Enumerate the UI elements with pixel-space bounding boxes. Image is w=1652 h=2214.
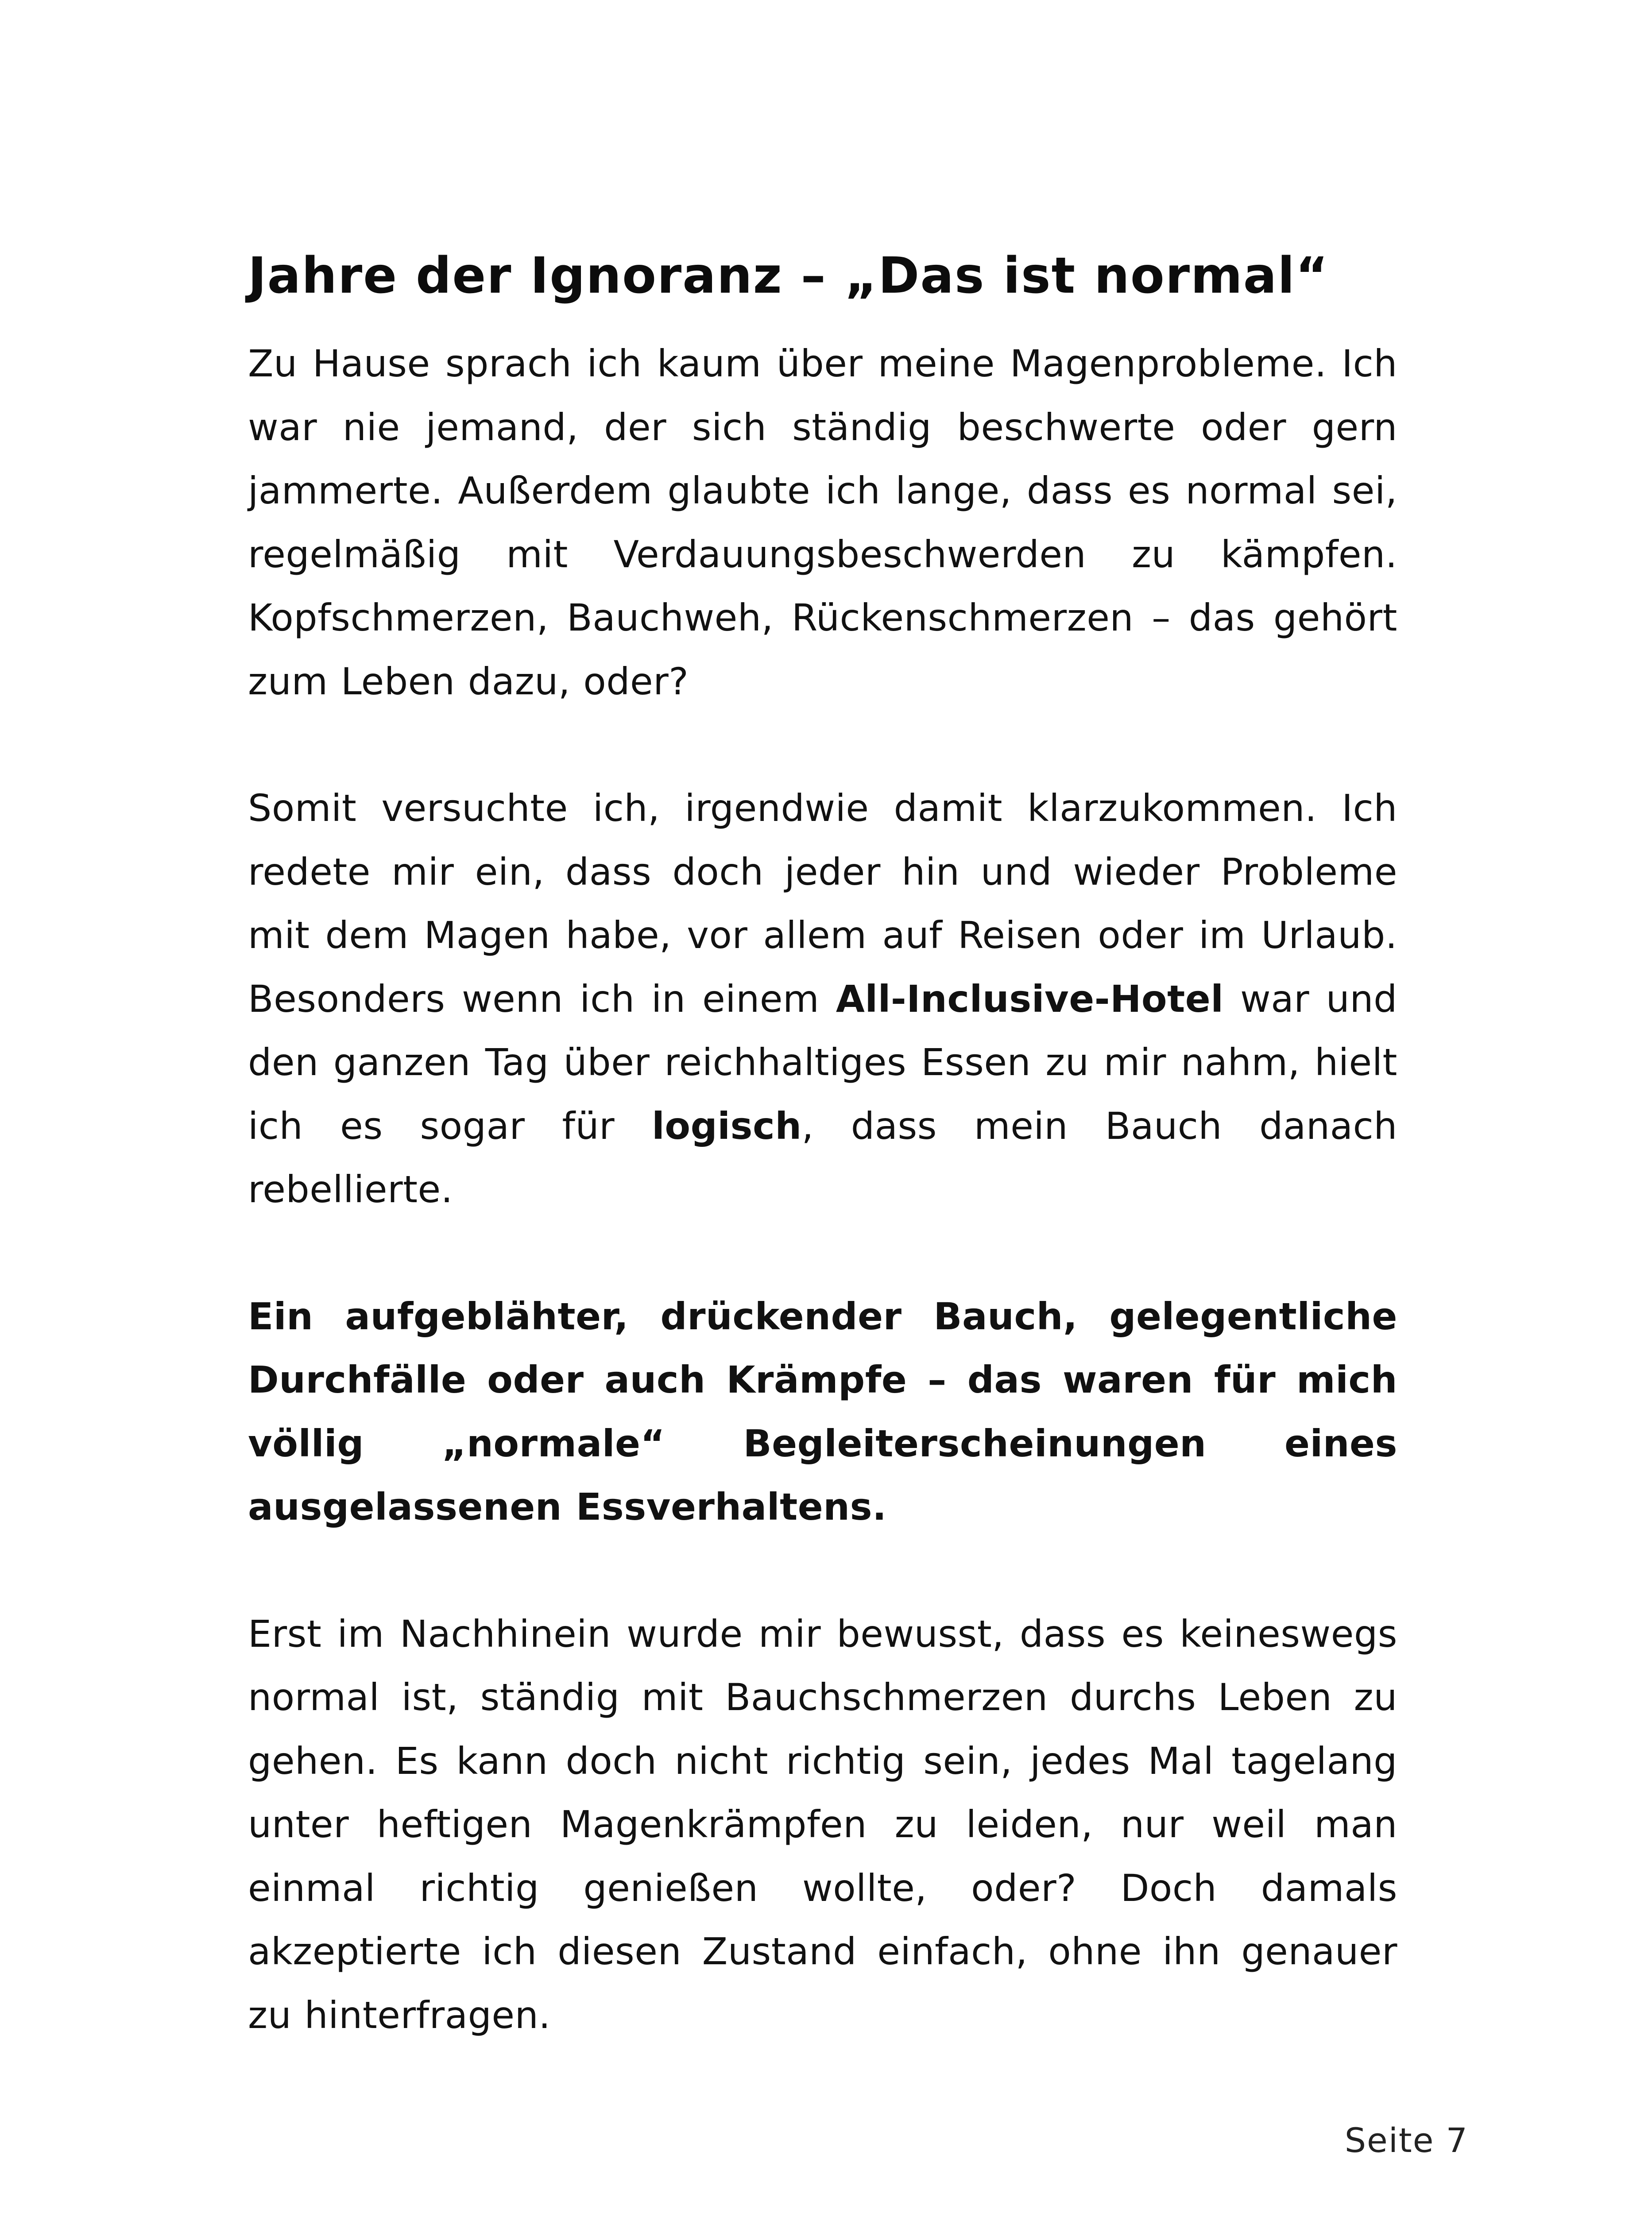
paragraph-2-text-3: , dass mein Bauch danach rebellierte. [248,1104,1397,1211]
paragraph-3-bold: Ein aufgeblähter, drückender Bauch, gelegentliche Durchfälle oder auch Krämpfe – das waren für mich völlig „normale“ Begleiterscheinungen eines ausgelassenen Essverhaltens. [248,1294,1397,1529]
paragraph-1: Zu Hause sprach ich kaum über meine Magenprobleme. Ich war nie jemand, der sich ständig beschwerte oder gern jammerte. Außerdem glaubte ich lange, dass es normal sei, regelmäßig mit Verdauungsbeschwerden zu kämpfen. Kopfschmerzen, Bauchweh, Rückenschmerzen – das gehört zum Leben dazu, oder? [248,342,1397,703]
chapter-heading: Jahre der Ignoranz – „Das ist normal“ [248,247,1329,305]
paragraph-2-bold-logisch: logisch [652,1104,802,1148]
paragraph-2-text-1: Somit versuchte ich, irgendwie damit klarzukommen. Ich redete mir ein, dass doch jeder hin und wieder Probleme mit dem Magen habe, vor allem auf Reisen oder im Urlaub. Besonders wenn ich in einem [248,786,1397,1021]
paragraph-2-text-2: war und den ganzen Tag über reichhaltiges Essen zu mir nahm, hielt ich es sogar für [248,977,1397,1148]
page-number: Seite 7 [1344,2121,1468,2160]
paragraph-2 [248,777,1397,1222]
paragraph-4: Erst im Nachhinein wurde mir bewusst, dass es keineswegs normal ist, ständig mit Bauchschmerzen durchs Leben zu gehen. Es kann doch nicht richtig sein, jedes Mal tagelang unter heftigen Magenkrämpfen zu leiden, nur weil man einmal richtig genießen wollte, oder? Doch damals akzeptierte ich diesen Zustand einfach, ohne ihn genauer zu hinterfragen. [248,1612,1397,2037]
paragraph-2-bold-hotel: All-Inclusive-Hotel [836,977,1224,1021]
text-column [248,243,1397,2047]
